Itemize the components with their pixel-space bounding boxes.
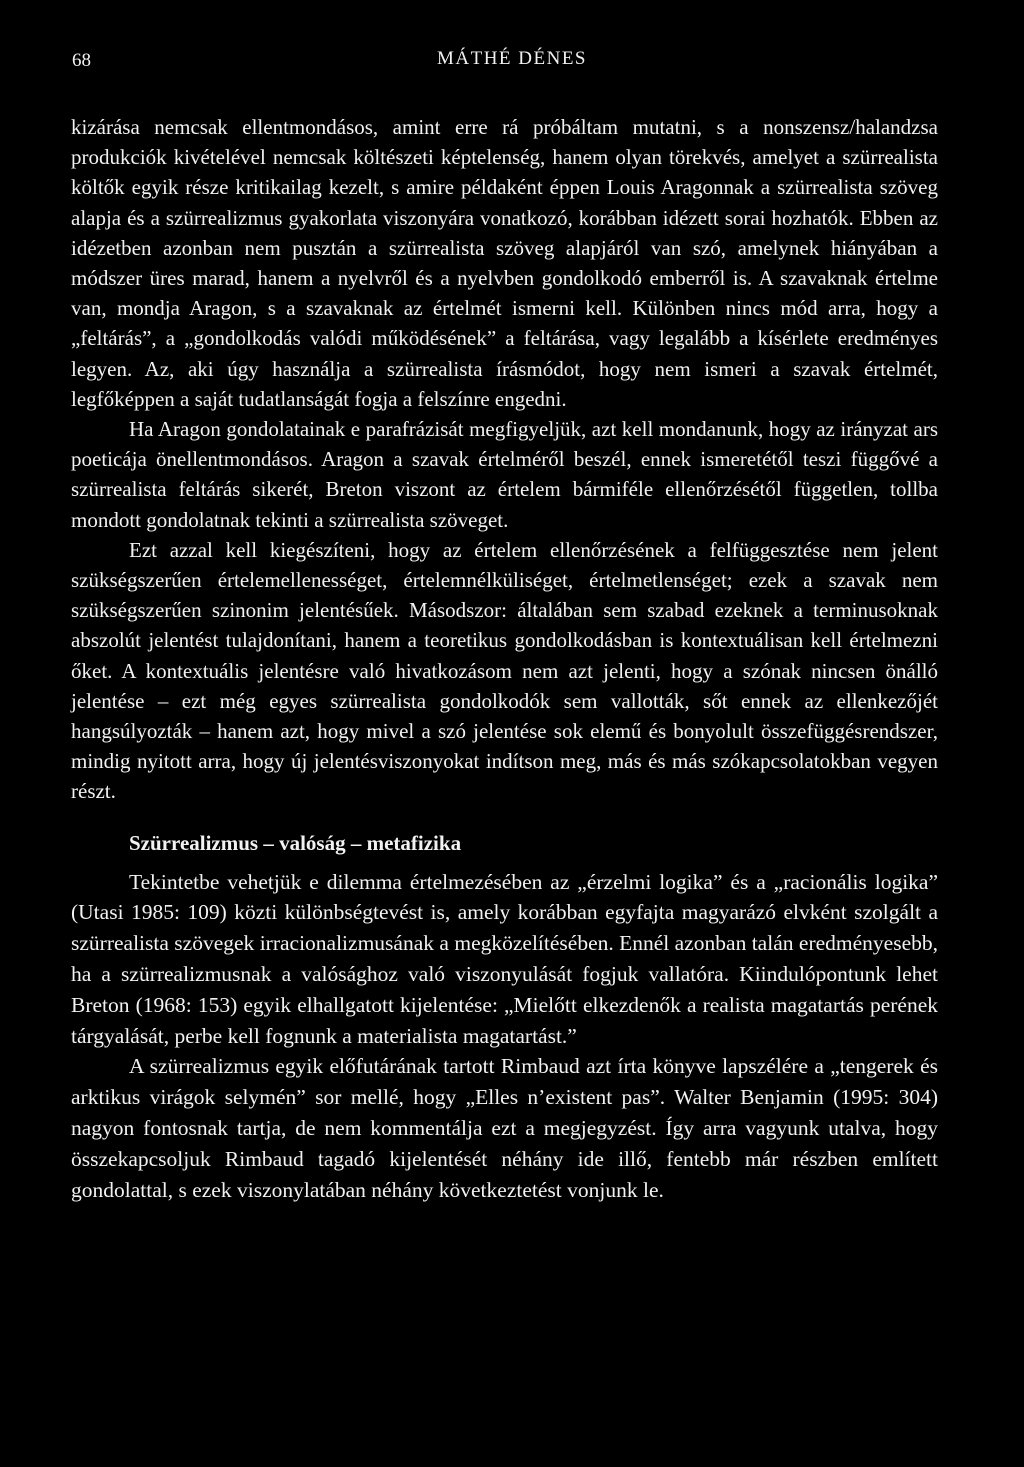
section-paragraph-2: A szürrealizmus egyik előfutárának tartott Rimbaud azt írta könyve lapszélére a „tengerek és arktikus virágok selymén” sor mellé, hogy „Elles n’existent pas”. Walter Benjamin (1995: 304) nagyon fontosnak tartja, de nem kommentálja ezt a megjegyzést. Így arra vagyunk utalva, hogy összekapcsoljuk Rimbaud tagadó kijelentését néhány ide illő, fentebb már részben említett gondolattal, s ezek viszonylatában néhány következtetést vonjunk le. — [71, 1054, 938, 1202]
paragraph-3: Ezt azzal kell kiegészíteni, hogy az értelem ellenőrzésének a felfüggesztése nem jelent szükségszerűen értelemellenességet, értelemnélküliséget, értelmetlenséget; ezek a szavak nem szükségszerűen szinonim jelentésűek. Másodszor: általában sem szabad ezeknek a terminusoknak abszolút jelentést tulajdonítani, hanem a teoretikus gondolkodásban is kontextuálisan kell értelmezni őket. A kontextuális jelentésre való hivatkozásom nem azt jelenti, hogy a szónak nincsen önálló jelentése – ezt még egyes szürrealista gondolkodók sem vallották, sőt ennek az ellenkezőjét hangsúlyozták – hanem azt, hogy mivel a szó jelentése sok elemű és bonyolult összefüggésrendszer, mindig nyitott arra, hogy új jelentésviszonyokat indítson meg, más és más szókapcsolatokban vegyen részt. — [71, 537, 938, 804]
paragraph-2: Ha Aragon gondolatainak e parafrázisát megfigyeljük, azt kell mondanunk, hogy az irányzat ars poeticája önellentmondásos. Aragon a szavak értelméről beszél, ennek ismeretétől teszi függővé a szürrealista feltárás sikerét, Breton viszont az értelem bármiféle ellenőrzésétől független, tollba mondott gondolatnak tekinti a szürrealista szöveget. — [71, 417, 938, 532]
section-heading: Szürrealizmus – valóság – metafizika — [129, 830, 462, 855]
page-number: 68 — [72, 50, 91, 71]
running-head: MÁTHÉ DÉNES — [436, 48, 588, 69]
page-header — [0, 46, 1024, 76]
body-text — [71, 112, 938, 1205]
paragraph-1: kizárása nemcsak ellentmondásos, amint erre rá próbáltam mutatni, s a nonszensz/halandzsa produkciók kivételével nemcsak költészeti képtelenség, hanem olyan törekvés, amelyet a szürrealista költők egyik része kritikailag kezelt, s amire példaként éppen Louis Aragonnak a szürrealista szöveg alapja és a szürrealizmus gyakorlata viszonyára vonatkozó, korábban idézett sorai hozhatók. Ebben az idézetben azonban nem pusztán a szürrealista szöveg alapjáról van szó, amelynek hiányában a módszer üres marad, hanem a nyelvről és a nyelvben gondolkodó emberről is. A szavaknak értelme van, mondja Aragon, s a szavaknak az értelmét ismerni kell. Különben nincs mód arra, hogy a „feltárás”, a „gondolkodás valódi működésének” a feltárása, vagy legalább a kísérlete eredményes legyen. Az, aki úgy használja a szürrealista írásmódot, hogy nem ismeri a szavak értelmét, legfőképpen a saját tudatlanságát fogja a felszínre engedni. — [71, 115, 938, 411]
section-spacer — [71, 807, 938, 828]
section-paragraph-1: Tekintetbe vehetjük e dilemma értelmezésében az „érzelmi logika” és a „racionális logika” (Utasi 1985: 109) közti különbségtevést is, amely korábban egyfajta magyarázó elvként szolgált a szürrealista szövegek irracionalizmusának a megközelítésében. Ennél azonban talán eredményesebb, ha a szürrealizmusnak a valósághoz való viszonyulását fogjuk vallatóra. Kiindulópontunk lehet Breton (1968: 153) egyik elhallgatott kijelentése: „Mielőtt elkezdenők a realista magatartás perének tárgyalását, perbe kell fognunk a materialista magatartást.” — [71, 869, 938, 1048]
